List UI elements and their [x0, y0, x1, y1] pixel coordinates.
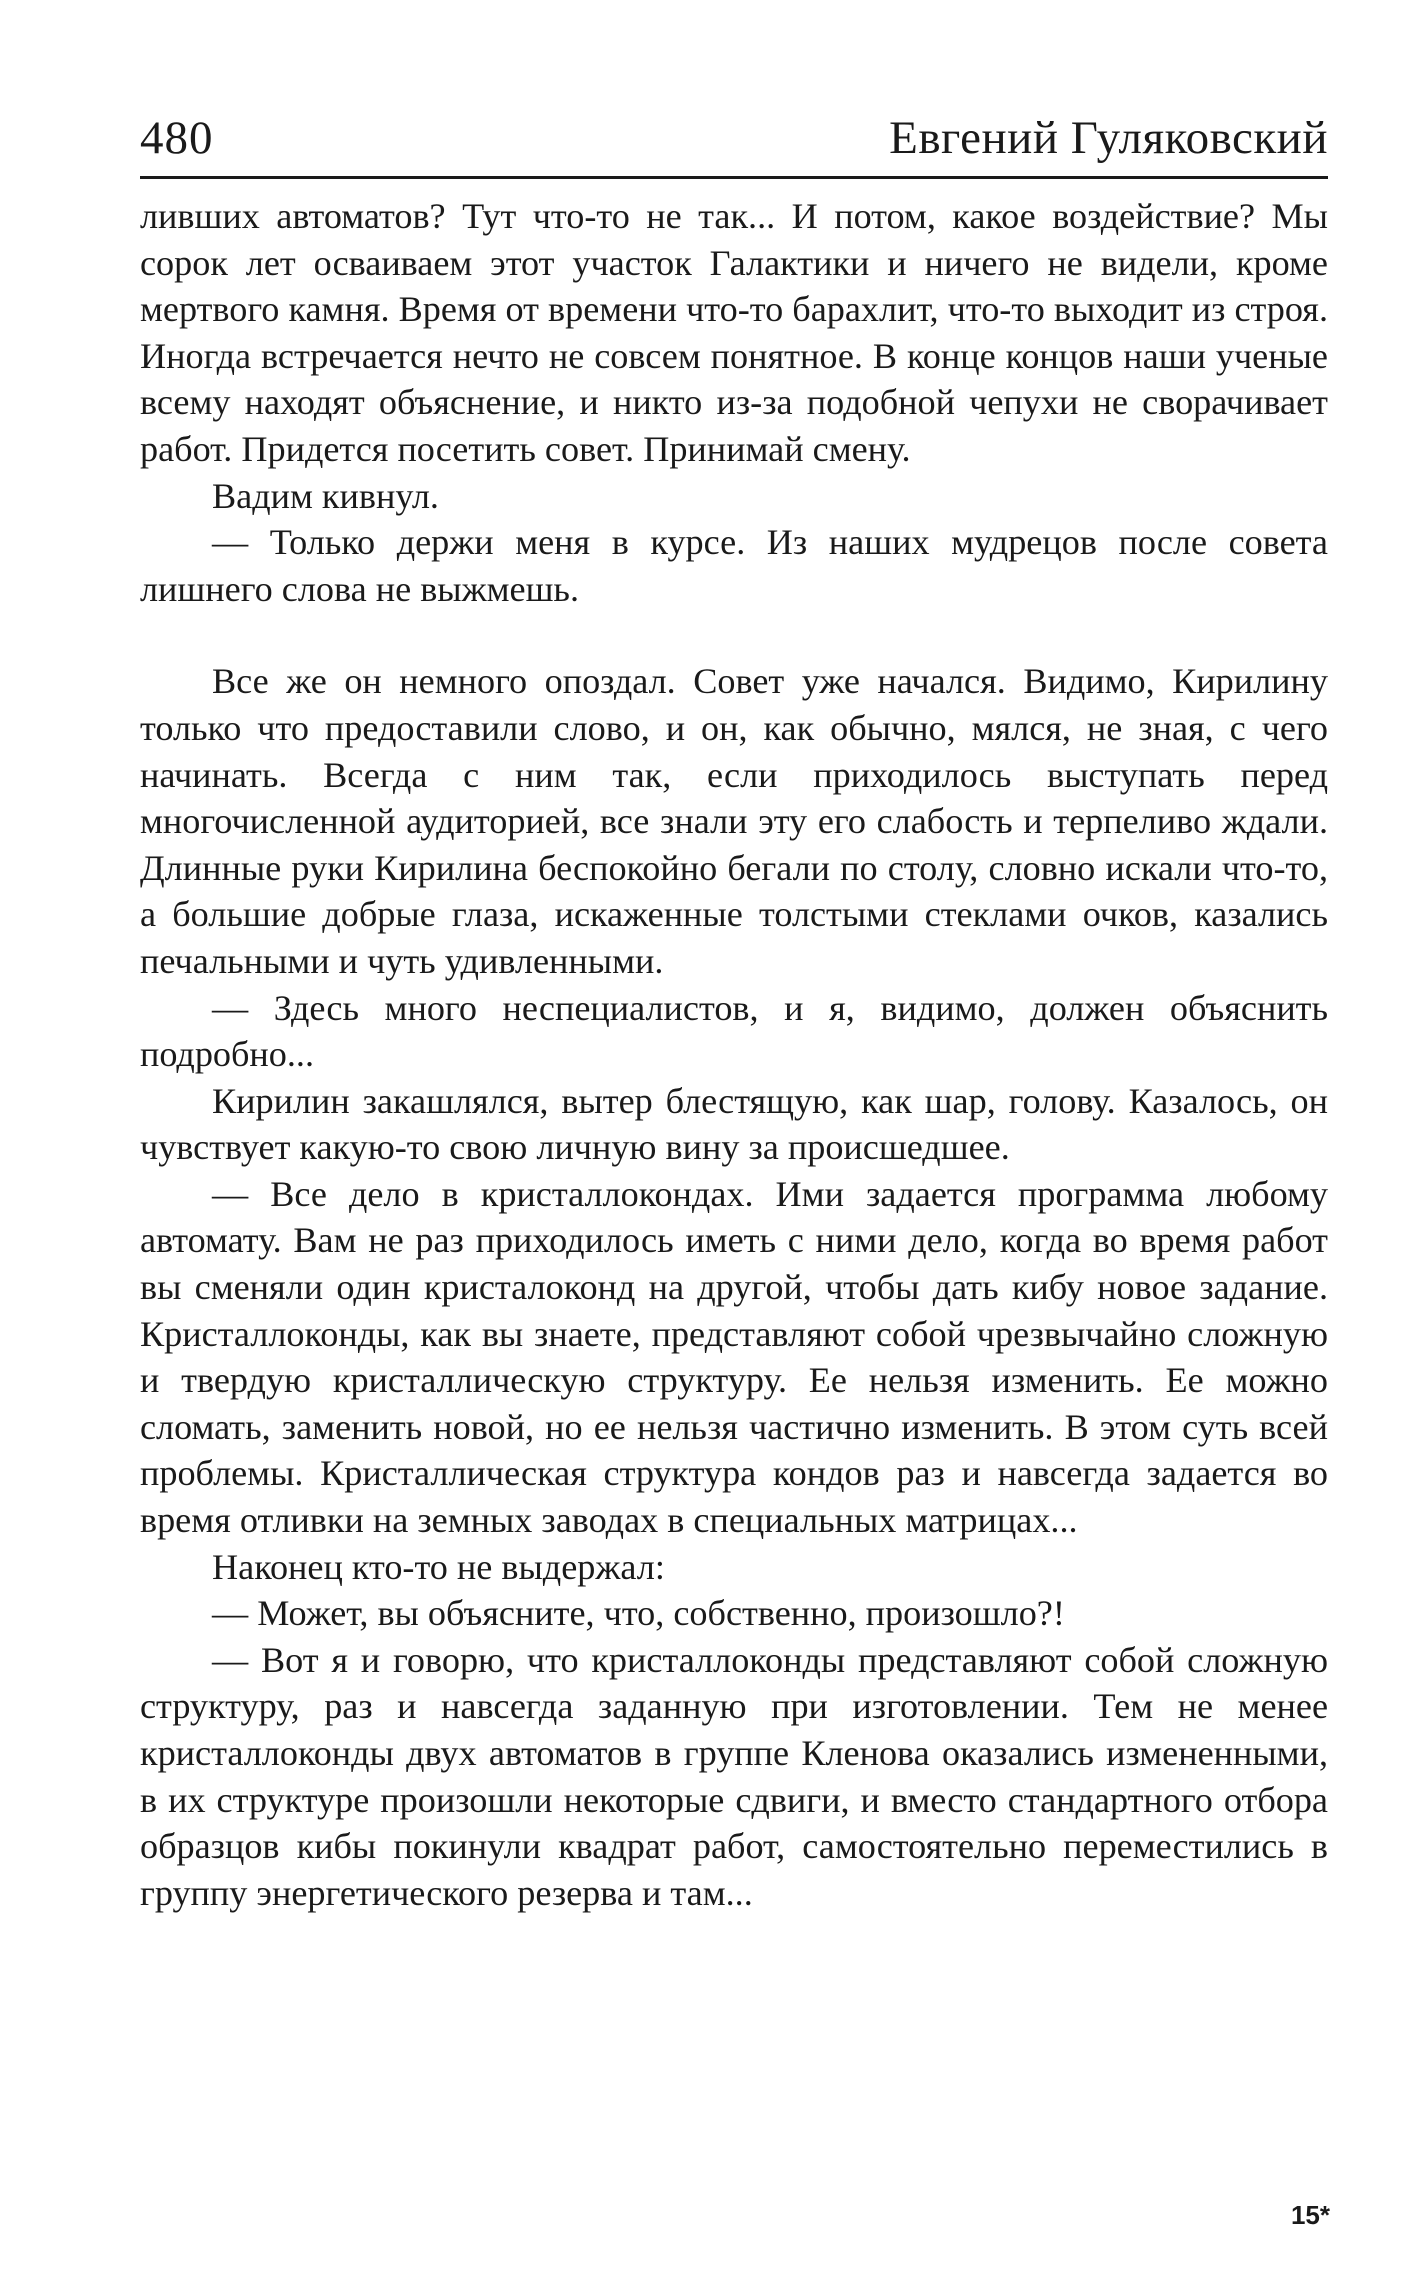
paragraph: Наконец кто-то не выдержал:: [212, 1546, 665, 1587]
dialogue-line: — Только держи меня в курсе. Из наших мудрецов после совета лишнего слова не выжмешь.: [140, 522, 1328, 609]
paragraph-section-start: Все же он немного опоздал. Совет уже начался. Видимо, Кирилину только что предоставили слово, и он, как обычно, мялся, не зная, с чего начинать. Всегда с ним так, если приходилось выступать перед многочисленной аудиторией, все знали эту его слабость и терпеливо ждали. Длинные руки Кирилина беспокойно бегали по столу, словно искали что-то, а большие добрые глаза, искаженные толстыми стеклами очков, казались печальными и чуть удивленными.: [140, 661, 1328, 981]
printer-signature: 15*: [1290, 2200, 1330, 2230]
paragraph: Вадим кивнул.: [212, 475, 439, 516]
running-header: [140, 110, 1328, 179]
paragraph-continuation: ливших автоматов? Тут что-то не так... И потом, какое воздействие? Мы сорок лет осваиваем этот участок Галактики и ничего не видели, кроме мертвого камня. Время от времени что-то барахлит, что-то выходит из строя. Иногда встречается нечто не совсем понятное. В конце концов наши ученые всему находят объяснение, и никто из-за подобной чепухи не сворачивает работ. Придется посетить совет. Принимай смену.: [140, 196, 1328, 469]
dialogue-line: — Здесь много неспециалистов, и я, видимо, должен объяснить подробно...: [140, 987, 1328, 1075]
book-page: [140, 110, 1328, 1916]
author-name: Евгений Гуляковский: [889, 112, 1328, 164]
paragraph: Кирилин закашлялся, вытер блестящую, как шар, голову. Казалось, он чувствует какую-то свою личную вину за происшедшее.: [140, 1080, 1328, 1168]
dialogue-line: — Все дело в кристаллокондах. Ими задается программа любому автомату. Вам не раз приходилось иметь с ними дело, когда во время работ вы сменяли один кристалоконд на другой, чтобы дать кибу новое задание. Кристаллоконды, как вы знаете, представляют собой чрезвычайно сложную и твердую кристаллическую структуру. Ее нельзя изменить. Ее можно сломать, заменить новой, но ее нельзя частично изменить. В этом суть всей проблемы. Кристаллическая структура кондов раз и навсегда задается во время отливки на земных заводах в специальных матрицах...: [140, 1173, 1328, 1541]
page-number: 480: [140, 112, 214, 164]
dialogue-line: — Может, вы объясните, что, собственно, произошло?!: [212, 1593, 1065, 1634]
dialogue-line: — Вот я и говорю, что кристаллоконды представляют собой сложную структуру, раз и навсегда заданную при изготовлении. Тем не менее кристаллоконды двух автоматов в группе Кленова оказались измененными, в их структуре произошли некоторые сдвиги, и вместо стандартного отбора образцов кибы покинули квадрат работ, самостоятельно переместились в группу энергетического резерва и там...: [140, 1639, 1328, 1913]
body-text: [140, 193, 1328, 1916]
